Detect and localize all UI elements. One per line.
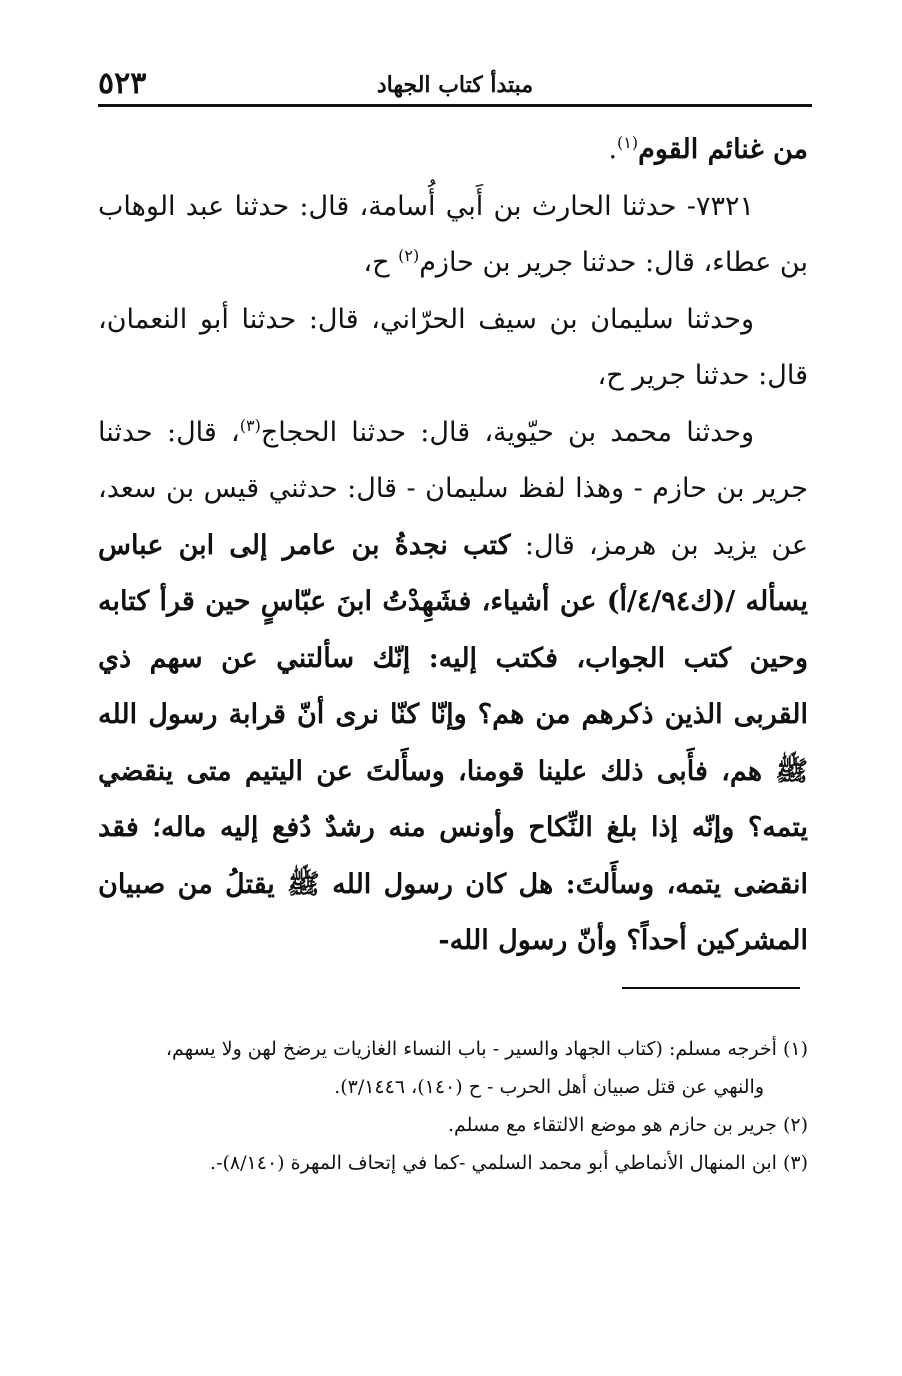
bold-text: من غنائم القوم (638, 134, 808, 165)
paragraph-text: ٧٣٢١- حدثنا الحارث بن أَبي أُسامة، قال: حدثنا عبد الوهاب بن عطاء، قال: حدثنا جرير بن حازم (98, 190, 808, 278)
paragraph-4 (98, 405, 808, 970)
paragraph-text-cont: ، قال: حدثنا جرير بن حازم - وهذا لفظ سليمان - قال: حدثني قيس بن سعد، عن يزيد بن هرمز، قال: (98, 416, 808, 561)
page-header (98, 62, 812, 102)
paragraph-3 (98, 292, 808, 405)
footnote-3: (٣) ابن المنهال الأنماطي أبو محمد السلمي -كما في إتحاف المهرة (٨/١٤٠)-. (210, 1152, 808, 1174)
footnotes (92, 1030, 808, 1182)
manuscript-marker: /(ك٤/٩٤/أ) (596, 586, 746, 617)
paragraph-text: وحدثنا سليمان بن سيف الحرّاني، قال: حدثنا أبو النعمان، قال: حدثنا جرير ح، (98, 303, 808, 391)
footnote-ref-1[interactable]: (١) (617, 133, 639, 152)
footnote-ref-3[interactable]: (٣) (239, 415, 261, 435)
paragraph-1 (98, 122, 808, 179)
footnote-1-line-2: والنهي عن قتل صبيان أهل الحرب - ح (١٤٠)، ٣/١٤٤٦). (334, 1076, 764, 1098)
running-title: مبتدأ كتاب الجهاد (376, 72, 534, 98)
header-rule (98, 104, 812, 107)
paragraph-text: وحدثنا محمد بن حيّوية، قال: حدثنا الحجاج (260, 416, 754, 448)
footnote-ref-2[interactable]: (٢) (398, 246, 420, 265)
footnote-2: (٢) جرير بن حازم هو موضع الالتقاء مع مسلم. (447, 1114, 808, 1136)
bold-quote-1: كتب نجدةُ بن عامر إلى ابن عباس يسأله (98, 529, 808, 617)
paragraph-end: ح، (363, 247, 399, 278)
page-number: ٥٢٣ (98, 66, 147, 101)
main-text (98, 122, 808, 970)
footnote-separator (622, 987, 800, 989)
paragraph-end: . (608, 134, 618, 165)
footnote-1-line-1: (١) أخرجه مسلم: (كتاب الجهاد والسير - باب النساء الغازيات يرضخ لهن ولا يسهم، (165, 1038, 808, 1060)
bold-quote-2: عن أشياء، فشَهِدْتُ ابنَ عبّاسٍ حين قرأ كتابه وحين كتب الجواب، فكتب إليه: إنّك سألتني عن سهم ذي القربى الذين ذكرهم من هم؟ وإنّا كنّا نرى أنّ قرابة رسول الله ﷺ هم، فأَبى ذلك علينا قومنا، وسأَلتَ عن اليتيم متى ينقضي يتمه؟ وإنّه إذا بلغ النِّكاح وأونس منه رشدٌ دُفع إليه ماله؛ فقد انقضى يتمه، وسأَلتَ: هل كان رسول الله ﷺ يقتلُ من صبيان المشركين أحداً؟ وأنّ رسول الله- (98, 586, 808, 956)
paragraph-2 (98, 179, 808, 292)
